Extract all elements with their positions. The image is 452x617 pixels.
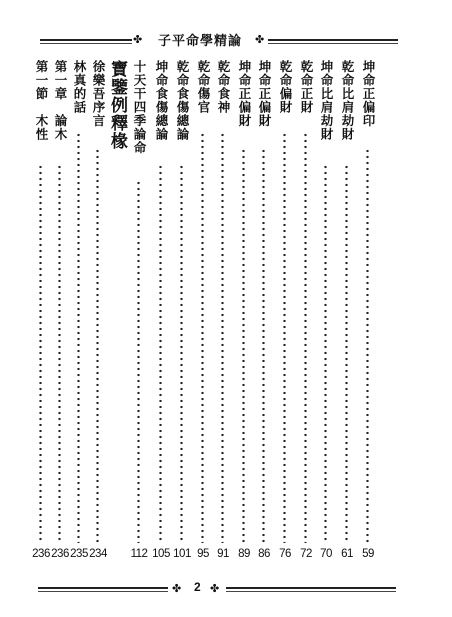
toc-entry-page: 112 (130, 548, 148, 560)
toc-leader-dots (242, 148, 245, 543)
toc-entry-title: 第一節 木性 (34, 60, 49, 141)
header-rule-right-thin (268, 43, 398, 44)
toc-entry-title: 林真的話 (72, 60, 87, 114)
toc-entry-page: 105 (152, 548, 170, 560)
toc-entry-page: 234 (89, 548, 107, 560)
toc-entry-page: 86 (258, 548, 270, 560)
header-rule-left-thin (40, 43, 132, 44)
toc-entry-page: 72 (300, 548, 312, 560)
toc-entry-page: 101 (173, 548, 191, 560)
toc-entry-page: 76 (279, 548, 291, 560)
toc-entry-page: 91 (217, 548, 229, 560)
toc-entry-title: 第一章 論木 (53, 60, 68, 141)
footer-rule-left (38, 587, 168, 589)
toc-leader-dots (283, 132, 286, 543)
toc-entry-title: 乾命比肩劫財 (340, 60, 355, 141)
toc-entry-title: 坤命正偏財 (237, 60, 252, 128)
toc-entry-title: 坤命正偏財 (257, 60, 272, 128)
footer-rule-right (226, 587, 396, 589)
toc-leader-dots (137, 180, 140, 543)
toc-entry-page: 95 (197, 548, 209, 560)
footer-rule-right-thin (226, 591, 396, 592)
ornament-icon: ✤ (210, 582, 220, 595)
toc-leader-dots (345, 164, 348, 543)
toc-leader-dots (201, 132, 204, 543)
toc-entry-title: 乾命傷官 (196, 60, 211, 114)
toc-entry-title: 坤命比肩劫財 (319, 60, 334, 141)
toc-entry-page: 61 (341, 548, 353, 560)
header-rule-left (40, 39, 132, 41)
toc-leader-dots (159, 164, 162, 543)
toc-entry-page: 89 (238, 548, 250, 560)
toc-entry-title: 乾命正財 (299, 60, 314, 114)
page-number: 2 (194, 580, 201, 594)
toc-leader-dots (180, 164, 183, 543)
toc-section-title: 寶鑒例釋椽 (107, 60, 127, 150)
ornament-icon: ✤ (255, 33, 265, 46)
header-rule-right (268, 39, 398, 41)
toc-entry-page: 236 (32, 548, 50, 560)
toc-leader-dots (262, 148, 265, 543)
toc-entry-title: 坤命正偏印 (361, 60, 376, 128)
toc-leader-dots (304, 132, 307, 543)
toc-leader-dots (366, 148, 369, 543)
toc-leader-dots (221, 132, 224, 543)
ornament-icon: ✤ (172, 582, 182, 595)
footer-rule-left-thin (38, 591, 168, 592)
toc-leader-dots (77, 132, 80, 543)
toc-entry-title: 乾命食傷總論 (175, 60, 190, 141)
ornament-icon: ✤ (133, 33, 143, 46)
toc-entry-page: 70 (320, 548, 332, 560)
toc-entry-page: 236 (51, 548, 69, 560)
toc-leader-dots (58, 164, 61, 543)
toc-leader-dots (96, 148, 99, 543)
toc-entry-page: 235 (70, 548, 88, 560)
toc-entry-title: 十天干四季論命 (132, 60, 147, 155)
toc-entry-title: 乾命偏財 (278, 60, 293, 114)
toc-entry-title: 徐樂吾序言 (91, 60, 106, 128)
running-header-title: 子平命學精論 (157, 34, 242, 49)
toc-leader-dots (324, 164, 327, 543)
toc-entry-page: 59 (362, 548, 374, 560)
toc-entry-title: 乾命食神 (216, 60, 231, 114)
toc-leader-dots (39, 164, 42, 543)
toc-entry-title: 坤命食傷總論 (154, 60, 169, 141)
